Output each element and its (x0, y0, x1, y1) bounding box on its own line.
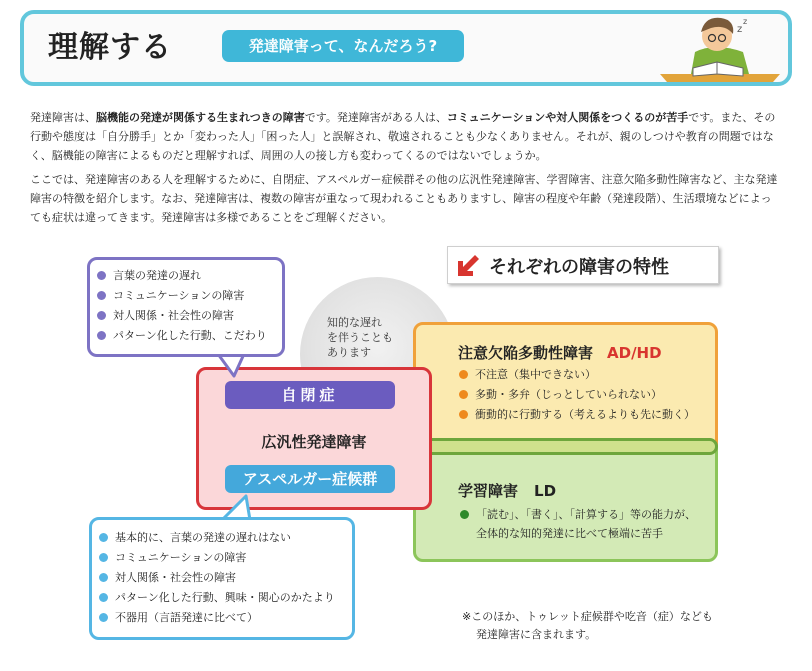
intro-paragraph-1: 発達障害は、脳機能の発達が関係する生まれつきの障害です。発達障害がある人は、コミュニケーションや対人関係をつくるのが苦手です。また、その行動や態度は「自分勝手」とか「変わった人」「困った人」と誤解され、敬遠されることも少なくありません。それが、親のしつけや教育の問題ではなく、脳機能の障害によるものだと理解すれば、周囲の人の接し方も変わってくるのではないでしょうか。 (30, 111, 776, 162)
pdd-label: 広汎性発達障害 (261, 433, 367, 451)
adhd-ld-overlap (413, 438, 718, 455)
subtitle-badge: 発達障害って、なんだろう? (222, 30, 464, 62)
asperger-traits-list (99, 528, 335, 628)
list-item: パターン化した行動、興味・関心のかたより (99, 588, 335, 608)
svg-text:z: z (737, 24, 743, 35)
intellectual-delay-note: 知的な遅れ を伴うことも あります (327, 316, 393, 359)
section-title: それぞれの障害の特性 (489, 257, 669, 278)
svg-text:z: z (743, 17, 748, 26)
autism-label: 自閉症 (225, 381, 395, 409)
ld-description: 「読む」、「書く」、「計算する」等の能力が、 全体的な知的発達に比べて極端に苦手 (460, 505, 710, 543)
list-item: 不注意（集中できない） (459, 365, 695, 385)
reading-person-illustration (655, 12, 785, 84)
autism-traits-list (97, 266, 267, 346)
adhd-title: 注意欠陥多動性障害 AD/HD (458, 344, 662, 362)
arrow-down-left-icon (455, 252, 481, 278)
page-title: 理解する (48, 30, 172, 65)
list-item: 不器用（言語発達に比べて） (99, 608, 335, 628)
intro-paragraph-2: ここでは、発達障害のある人を理解するために、自閉症、アスペルガー症候群その他の広汎性発達障害、学習障害、注意欠陥多動性障害など、主な発達障害の特徴を紹介します。なお、発達障害は、複数の障害が重なって現われることもありますし、障害の程度や年齢（発達段階）、生活環境などによっても症状は違ってきます。発達障害は多様であることをご理解ください。 (30, 173, 778, 224)
footnote: ※このほか、トゥレット症候群や吃音（症）なども 発達障害に含まれます。 (462, 610, 713, 641)
list-item: コミュニケーションの障害 (99, 548, 335, 568)
ld-title: 学習障害 LD (458, 482, 557, 500)
list-item: 多動・多弁（じっとしていられない） (459, 385, 695, 405)
list-item: 言葉の発達の遅れ (97, 266, 267, 286)
list-item: 基本的に、言葉の発達の遅れはない (99, 528, 335, 548)
list-item: コミュニケーションの障害 (97, 286, 267, 306)
list-item: 対人関係・社会性の障害 (99, 568, 335, 588)
list-item: 対人関係・社会性の障害 (97, 306, 267, 326)
ld-abbr: LD (534, 482, 557, 500)
adhd-list (459, 365, 695, 425)
adhd-abbr: AD/HD (607, 344, 662, 362)
asperger-label: アスペルガー症候群 (225, 465, 395, 493)
list-item: パターン化した行動、こだわり (97, 326, 267, 346)
list-item: 衝動的に行動する（考えるよりも先に動く） (459, 405, 695, 425)
